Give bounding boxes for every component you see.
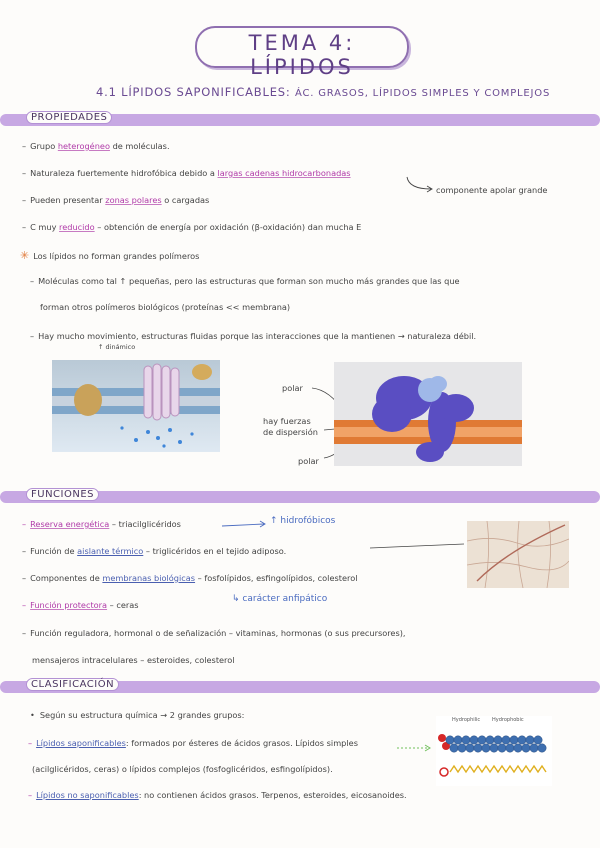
arrow-icon (368, 540, 468, 552)
class-line-3: (acilglicéridos, ceras) o lípidos complejos (fosfoglicéridos, esfingolípidos). (32, 764, 333, 774)
prop-line-3: – Pueden presentar zonas polares o cargadas (22, 195, 210, 205)
dashed-arrow-icon (396, 744, 434, 752)
prop-line-1: – Grupo heterogéneo de moléculas. (22, 141, 170, 151)
label-polar-top: polar (282, 383, 303, 393)
arrow-icon (220, 520, 268, 530)
func-line-6: mensajeros intracelulares – esteroides, colesterol (32, 655, 235, 665)
func-line-3: – Componentes de membranas biológicas – fosfolípidos, esfingolípidos, colesterol (22, 573, 358, 583)
membrane-protein-illustration (334, 362, 522, 466)
subtitle-rest: ÁC. GRASOS, LÍPIDOS SIMPLES Y COMPLEJOS (295, 88, 551, 99)
prop-line-7: forman otros polímeros biológicos (proteínas << membrana) (40, 302, 291, 312)
func-line-2: – Función de aislante térmico – triglicéridos en el tejido adiposo. (22, 546, 287, 556)
adipose-tissue-image (467, 521, 569, 588)
section-label-functions: FUNCIONES (26, 488, 99, 501)
section-label-properties: PROPIEDADES (26, 111, 112, 124)
section-label-classification: CLASIFICACIÓN (26, 678, 119, 691)
lipid-structure-diagram (436, 716, 552, 786)
prop-note-apolar: componente apolar grande (436, 185, 548, 195)
func-note-amphipathic: ↳ carácter anfipático (232, 594, 328, 604)
arrow-icon (405, 175, 435, 195)
func-line-1: – Reserva energética – triacilglicéridos (22, 519, 181, 529)
subtitle-main: 4.1 LÍPIDOS SAPONIFICABLES: (96, 85, 291, 99)
prop-line-4: – C muy reducido – obtención de energía por oxidación (β-oxidación) dan mucha E (22, 222, 362, 232)
label-dispersion-forces: hay fuerzas de dispersión (263, 416, 318, 437)
prop-line-2: – Naturaleza fuertemente hidrofóbica debido a largas cadenas hidrocarbonadas (22, 168, 351, 178)
prop-line-5: ✳ Los lípidos no forman grandes polímeros (20, 249, 200, 262)
func-note-hydrophobic: ↑ hidrofóbicos (270, 516, 336, 526)
subtitle (96, 85, 550, 99)
label-hydrophobic: Hydrophobic (492, 717, 524, 723)
label-hydrophilic: Hydrophilic (452, 717, 481, 723)
asterisk-icon: ✳ (20, 249, 30, 262)
class-line-4: – Lípidos no saponificables: no contienen ácidos grasos. Terpenos, esteroides, eicosanoides. (28, 790, 407, 800)
prop-line-6: – Moléculas como tal ↑ pequeñas, pero las estructuras que forman son mucho más grandes que las que (30, 276, 460, 286)
func-line-4: – Función protectora – ceras (22, 600, 139, 610)
page-title: TEMA 4: LÍPIDOS (248, 31, 356, 79)
label-polar-bottom: polar (298, 456, 319, 466)
prop-line-8: – Hay mucho movimiento, estructuras fluidas porque las interacciones que la mantienen → naturaleza débil. (30, 331, 477, 341)
func-line-5: – Función reguladora, hormonal o de señalización – vitaminas, hormonas (o sus precursores), (22, 628, 406, 638)
class-line-1: • Según su estructura química → 2 grandes grupos: (30, 710, 245, 720)
membrane-illustration-left (52, 360, 220, 452)
prop-note-dynamic: ↑ dinámico (98, 343, 136, 351)
class-line-2: – Lípidos saponificables: formados por ésteres de ácidos grasos. Lípidos simples (28, 738, 358, 748)
